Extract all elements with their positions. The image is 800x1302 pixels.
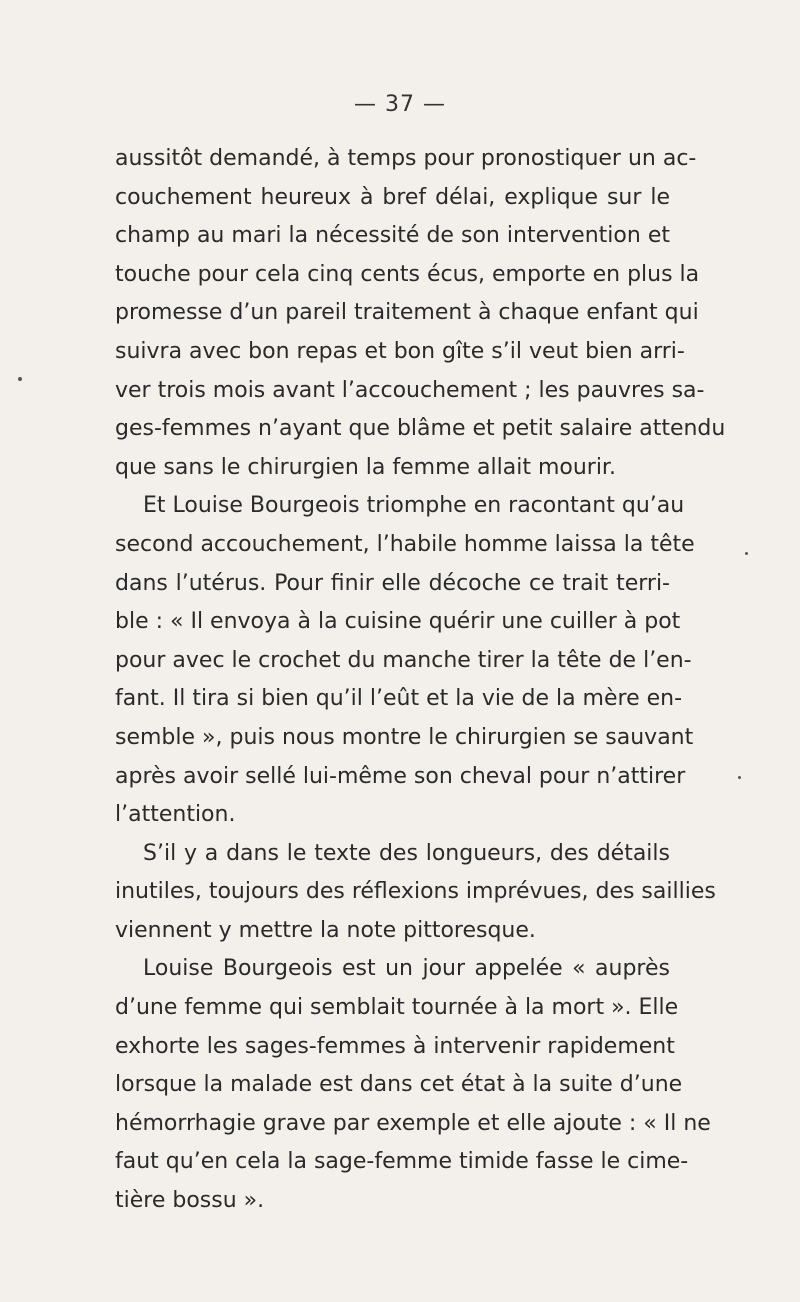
text-line: d’une femme qui semblait tournée à la mort ». Elle [115, 995, 679, 1021]
text-line: tière bossu ». [115, 1188, 265, 1214]
text-line: couchement heureux à bref délai, explique sur le [115, 184, 670, 210]
text-line: semble », puis nous montre le chirurgien se sauvant [115, 724, 694, 750]
text-line: suivra avec bon repas et bon gîte s’il veut bien arri- [115, 338, 685, 364]
body-text [115, 140, 726, 1221]
paper-speck [18, 377, 22, 381]
text-line: dans l’utérus. Pour finir elle décoche ce trait terri- [115, 570, 670, 596]
text-line: inutiles, toujours des réflexions imprévues, des saillies [115, 879, 716, 905]
text-line: touche pour cela cinq cents écus, emporte en plus la [115, 261, 700, 287]
text-line: pour avec le crochet du manche tirer la tête de l’en- [115, 647, 692, 673]
text-line: que sans le chirurgien la femme allait mourir. [115, 454, 616, 480]
text-line: exhorte les sages-femmes à intervenir rapidement [115, 1033, 675, 1059]
page-number: — 37 — [354, 92, 446, 117]
text-line: hémorrhagie grave par exemple et elle ajoute : « Il ne [115, 1110, 711, 1136]
paper-speck [745, 552, 748, 555]
text-line: S’il y a dans le texte des longueurs, des détails [143, 840, 670, 866]
text-line: fant. Il tira si bien qu’il l’eût et la vie de la mère en- [115, 686, 683, 712]
text-line: ble : « Il envoya à la cuisine quérir une cuiller à pot [115, 609, 681, 635]
text-line: promesse d’un pareil traitement à chaque enfant qui [115, 300, 699, 326]
text-line: l’attention. [115, 802, 236, 828]
paper-speck [738, 776, 741, 779]
text-line: faut qu’en cela la sage-femme timide fasse le cime- [115, 1149, 689, 1175]
text-line: Et Louise Bourgeois triomphe en racontant qu’au [143, 493, 685, 519]
text-line: second accouchement, l’habile homme laissa la tête [115, 531, 695, 557]
text-line: ver trois mois avant l’accouchement ; les pauvres sa- [115, 377, 705, 403]
text-line: aussitôt demandé, à temps pour pronostiquer un ac- [115, 146, 697, 171]
text-line: champ au mari la nécessité de son intervention et [115, 223, 670, 249]
text-line: Louise Bourgeois est un jour appelée « auprès [143, 956, 670, 982]
text-line: ges-femmes n’ayant que blâme et petit salaire attendu [115, 416, 726, 442]
text-line: après avoir sellé lui-même son cheval pour n’attirer [115, 763, 686, 789]
text-line: viennent y mettre la note pittoresque. [115, 917, 536, 943]
text-line: lorsque la malade est dans cet état à la suite d’une [115, 1072, 683, 1098]
